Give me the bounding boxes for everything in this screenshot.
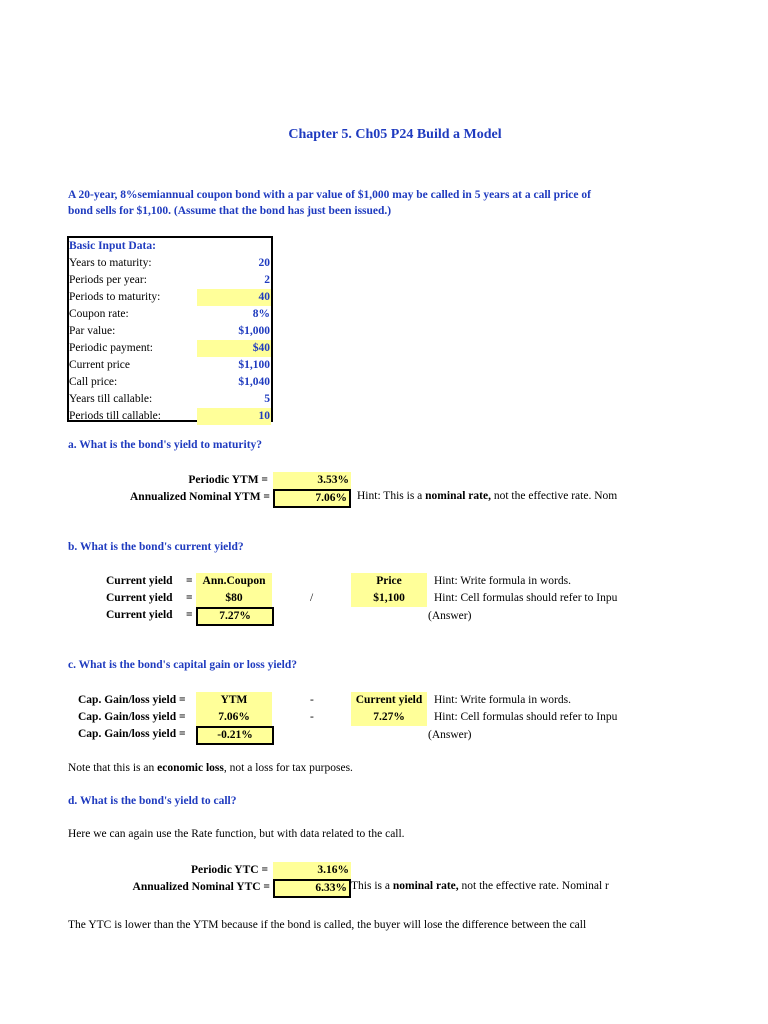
ytc-intro: Here we can again use the Rate function, but with data related to the call. xyxy=(68,828,405,840)
input-row-label: Years till callable: xyxy=(69,393,153,405)
ann-coupon-label: Ann.Coupon xyxy=(196,573,272,590)
periodic-ytm-value[interactable]: 3.53% xyxy=(273,472,351,489)
input-row xyxy=(69,340,271,357)
current-yield-hint-2: Hint: Cell formulas should refer to Inpu xyxy=(434,592,618,604)
current-yield-eq-1: = xyxy=(186,575,193,587)
price-value[interactable]: $1,100 xyxy=(351,590,427,607)
input-row-value[interactable]: $40 xyxy=(197,340,271,357)
price-label: Price xyxy=(351,573,427,590)
input-row-label: Call price: xyxy=(69,376,118,388)
input-row-value[interactable]: $1,000 xyxy=(238,325,270,337)
input-row-label: Periods till callable: xyxy=(69,410,161,422)
ytc-vs-ytm-explanation: The YTC is lower than the YTM because if the bond is called, the buyer will lose the difference between the call xyxy=(68,919,587,931)
current-yield-col-value[interactable]: 7.27% xyxy=(351,709,427,726)
cap-gain-label-2: Cap. Gain/loss yield = xyxy=(78,711,186,723)
input-row-value[interactable]: 2 xyxy=(264,274,270,286)
cap-gain-label-1: Cap. Gain/loss yield = xyxy=(78,694,186,706)
minus-operator-2: - xyxy=(310,711,314,723)
input-row xyxy=(69,391,271,408)
cap-gain-answer[interactable]: -0.21% xyxy=(196,726,274,745)
current-yield-col-label: Current yield xyxy=(351,692,427,709)
input-row-value[interactable]: $1,040 xyxy=(238,376,270,388)
input-row-value[interactable]: $1,100 xyxy=(238,359,270,371)
periodic-ytc-value[interactable]: 3.16% xyxy=(273,862,351,879)
current-yield-answer[interactable]: 7.27% xyxy=(196,607,274,626)
cap-gain-hint-2: Hint: Cell formulas should refer to Inpu xyxy=(434,711,618,723)
input-row xyxy=(69,306,271,323)
input-row-label: Par value: xyxy=(69,325,116,337)
minus-operator-1: - xyxy=(310,694,314,706)
annual-ytc-value[interactable]: 6.33% xyxy=(273,879,351,898)
ytm-label: YTM xyxy=(196,692,272,709)
annual-ytm-label: Annualized Nominal YTM = xyxy=(130,491,270,503)
input-row-value[interactable]: 10 xyxy=(197,408,271,425)
periodic-ytm-label: Periodic YTM = xyxy=(188,474,268,486)
basic-input-table xyxy=(67,236,273,422)
input-row-value[interactable]: 20 xyxy=(258,257,270,269)
annual-ytm-value[interactable]: 7.06% xyxy=(273,489,351,508)
divide-operator: / xyxy=(310,592,314,604)
cap-gain-label-3: Cap. Gain/loss yield = xyxy=(78,728,186,740)
input-row xyxy=(69,255,271,272)
input-row xyxy=(69,357,271,374)
input-row-label: Periods to maturity: xyxy=(69,291,161,303)
periodic-ytc-label: Periodic YTC = xyxy=(190,864,268,876)
annual-ytc-label: Annualized Nominal YTC = xyxy=(132,881,270,893)
input-row-label: Periodic payment: xyxy=(69,342,153,354)
input-row-label: Coupon rate: xyxy=(69,308,129,320)
input-row-value[interactable]: 5 xyxy=(264,393,270,405)
input-table-header: Basic Input Data: xyxy=(69,240,156,252)
problem-statement-line-2: bond sells for $1,100. (Assume that the bond has just been issued.) xyxy=(68,205,392,217)
economic-loss-note: Note that this is an economic loss, not a loss for tax purposes. xyxy=(68,762,353,774)
input-row xyxy=(69,323,271,340)
ann-coupon-value[interactable]: $80 xyxy=(196,590,272,607)
question-b: b. What is the bond's current yield? xyxy=(68,541,244,553)
current-yield-answer-note: (Answer) xyxy=(428,610,472,622)
input-row xyxy=(69,272,271,289)
question-c: c. What is the bond's capital gain or loss yield? xyxy=(68,659,297,671)
input-row xyxy=(69,289,271,306)
page-title: Chapter 5. Ch05 P24 Build a Model xyxy=(288,127,502,142)
input-row-label: Periods per year: xyxy=(69,274,147,286)
current-yield-eq-2: = xyxy=(186,592,193,604)
input-row-value[interactable]: 40 xyxy=(197,289,271,306)
input-row-value[interactable]: 8% xyxy=(252,308,270,320)
question-d: d. What is the bond's yield to call? xyxy=(68,795,237,807)
ytm-hint: Hint: This is a nominal rate, not the effective rate. Nom xyxy=(357,490,618,502)
ytc-hint: This is a nominal rate, not the effective rate. Nominal r xyxy=(351,880,609,892)
ytm-value[interactable]: 7.06% xyxy=(196,709,272,726)
current-yield-label-2: Current yield xyxy=(106,592,173,604)
input-row-label: Years to maturity: xyxy=(69,257,152,269)
cap-gain-hint-1: Hint: Write formula in words. xyxy=(434,694,571,706)
current-yield-label-3: Current yield xyxy=(106,609,173,621)
current-yield-eq-3: = xyxy=(186,609,193,621)
input-row-label: Current price xyxy=(69,359,130,371)
question-a: a. What is the bond's yield to maturity? xyxy=(68,439,263,451)
current-yield-hint-1: Hint: Write formula in words. xyxy=(434,575,571,587)
problem-statement-line-1: A 20-year, 8%semiannual coupon bond with a par value of $1,000 may be called in 5 years at a call price of xyxy=(68,189,591,201)
cap-gain-answer-note: (Answer) xyxy=(428,729,472,741)
input-row xyxy=(69,408,271,425)
current-yield-label-1: Current yield xyxy=(106,575,173,587)
input-row xyxy=(69,374,271,391)
